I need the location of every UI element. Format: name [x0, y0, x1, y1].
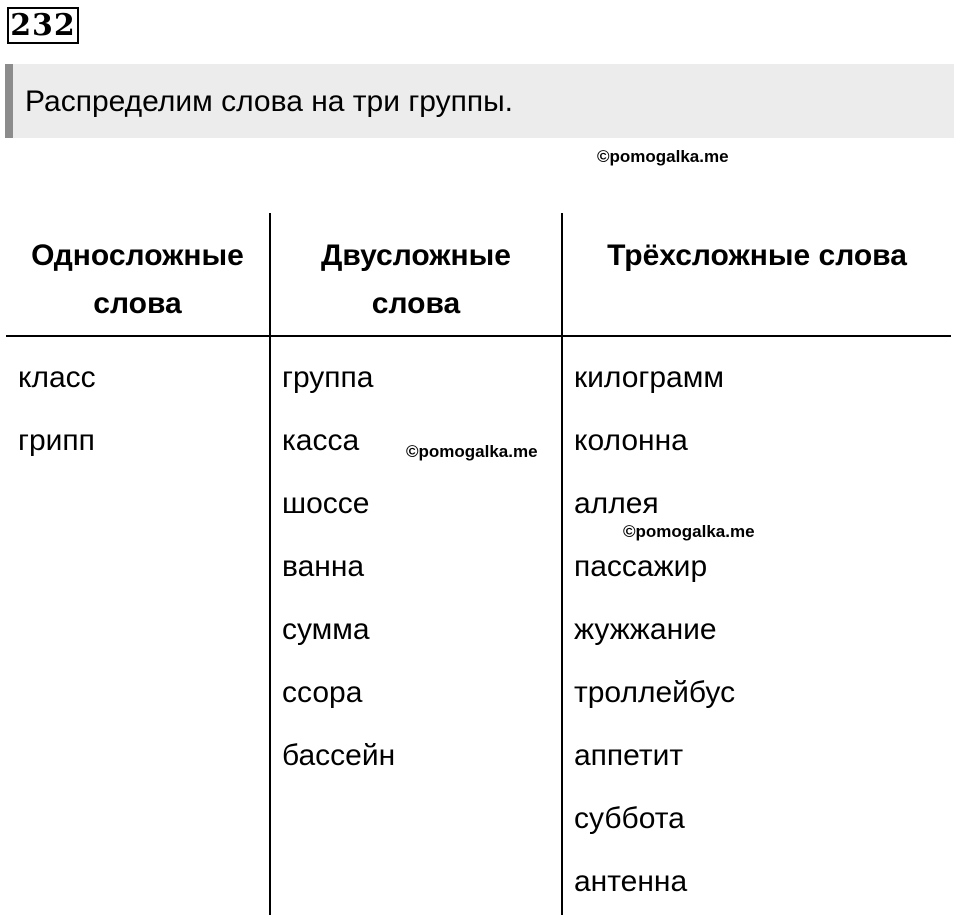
column-trisyllabic [574, 346, 735, 913]
header-line: слова [93, 287, 182, 320]
word-item: сумма [282, 613, 370, 646]
word-item: троллейбус [574, 676, 736, 709]
header-trisyllabic [563, 232, 951, 280]
column-monosyllabic [18, 346, 96, 472]
instruction-banner [5, 64, 954, 138]
word-item: антенна [574, 865, 688, 898]
word-item: группа [282, 361, 374, 394]
word-item: ссора [282, 676, 363, 709]
word-item: аллея [574, 487, 659, 520]
header-divider [6, 335, 951, 337]
word-item: суббота [574, 802, 685, 835]
word-item: класс [18, 361, 96, 394]
watermark: ©pomogalka.me [623, 522, 755, 541]
header-monosyllabic [6, 232, 269, 328]
word-item: грипп [18, 424, 95, 457]
header-line: Двусложные [321, 239, 511, 272]
watermark: ©pomogalka.me [406, 442, 538, 461]
word-item: касса [282, 424, 360, 457]
header-disyllabic [271, 232, 561, 328]
word-item: ванна [282, 550, 365, 583]
word-item: шоссе [282, 487, 370, 520]
column-divider [561, 213, 563, 915]
header-line: слова [371, 287, 461, 320]
word-item: аппетит [574, 739, 684, 772]
task-number: 232 [7, 7, 79, 44]
column-disyllabic [282, 346, 395, 787]
word-item: пассажир [574, 550, 708, 583]
word-item: килограмм [574, 361, 724, 394]
header-line: Односложные [31, 239, 244, 272]
header-line: Трёхсложные слова [607, 239, 907, 272]
word-item: колонна [574, 424, 688, 457]
watermark: ©pomogalka.me [597, 147, 729, 166]
word-item: бассейн [282, 739, 396, 772]
word-item: жужжание [574, 613, 717, 646]
instruction-text: Распределим слова на три группы. [25, 85, 513, 118]
